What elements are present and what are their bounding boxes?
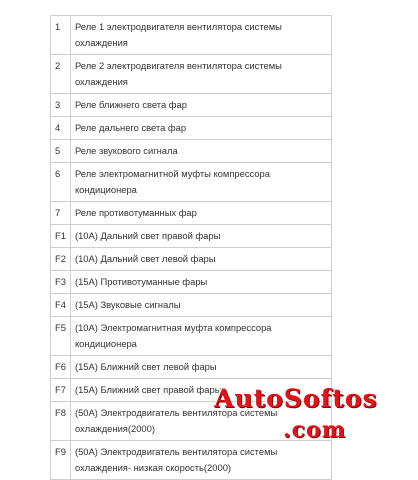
row-description-cell: Реле звукового сигнала — [70, 140, 331, 163]
fuse-relay-table — [50, 15, 332, 480]
row-number-cell: F5 — [51, 317, 71, 356]
table-row — [51, 202, 332, 225]
row-number-cell: F7 — [51, 379, 71, 402]
table-row — [51, 402, 332, 441]
row-description-cell: (15А) Противотуманные фары — [70, 271, 331, 294]
table-row — [51, 271, 332, 294]
row-number-cell: F9 — [51, 441, 71, 480]
row-description-cell: (15А) Ближний свет правой фары — [70, 379, 331, 402]
table-row — [51, 140, 332, 163]
table-row — [51, 117, 332, 140]
row-number-cell: 5 — [51, 140, 71, 163]
row-description-cell: (15А) Звуковые сигналы — [70, 294, 331, 317]
table-row — [51, 356, 332, 379]
row-description-cell: (15А) Ближний свет левой фары — [70, 356, 331, 379]
row-number-cell: F6 — [51, 356, 71, 379]
row-number-cell: F3 — [51, 271, 71, 294]
row-description-cell: (10А) Электромагнитная муфта компрессора кондиционера — [70, 317, 331, 356]
row-number-cell: F2 — [51, 248, 71, 271]
row-number-cell: F1 — [51, 225, 71, 248]
row-number-cell: 3 — [51, 94, 71, 117]
row-description-cell: Реле ближнего света фар — [70, 94, 331, 117]
table-row — [51, 225, 332, 248]
table-row — [51, 55, 332, 94]
row-number-cell: F4 — [51, 294, 71, 317]
row-description-cell: (10А) Дальний свет левой фары — [70, 248, 331, 271]
row-description-cell: (50А) Электродвигатель вентилятора системы охлаждения- низкая скорость(2000) — [70, 441, 331, 480]
row-number-cell: F8 — [51, 402, 71, 441]
table-row — [51, 317, 332, 356]
watermark-logo: AutoSoftos — [214, 384, 378, 413]
row-description-cell: Реле дальнего света фар — [70, 117, 331, 140]
row-description-cell: Реле электромагнитной муфты компрессора кондиционера — [70, 163, 331, 202]
table-row — [51, 248, 332, 271]
row-number-cell: 7 — [51, 202, 71, 225]
row-number-cell: 4 — [51, 117, 71, 140]
row-description-cell: (10А) Дальний свет правой фары — [70, 225, 331, 248]
row-number-cell: 2 — [51, 55, 71, 94]
row-description-cell: (50А) Электродвигатель вентилятора системы охлаждения(2000) — [70, 402, 331, 441]
row-number-cell: 6 — [51, 163, 71, 202]
row-description-cell: Реле 1 электродвигателя вентилятора системы охлаждения — [70, 16, 331, 55]
watermark-logo-domain: .com — [283, 417, 347, 443]
row-description-cell: Реле противотуманных фар — [70, 202, 331, 225]
row-number-cell: 1 — [51, 16, 71, 55]
table-row — [51, 441, 332, 480]
table-row — [51, 16, 332, 55]
row-description-cell: Реле 2 электродвигателя вентилятора системы охлаждения — [70, 55, 331, 94]
table-row — [51, 94, 332, 117]
table-row — [51, 163, 332, 202]
table-body — [51, 16, 332, 480]
table-row — [51, 294, 332, 317]
table-row — [51, 379, 332, 402]
